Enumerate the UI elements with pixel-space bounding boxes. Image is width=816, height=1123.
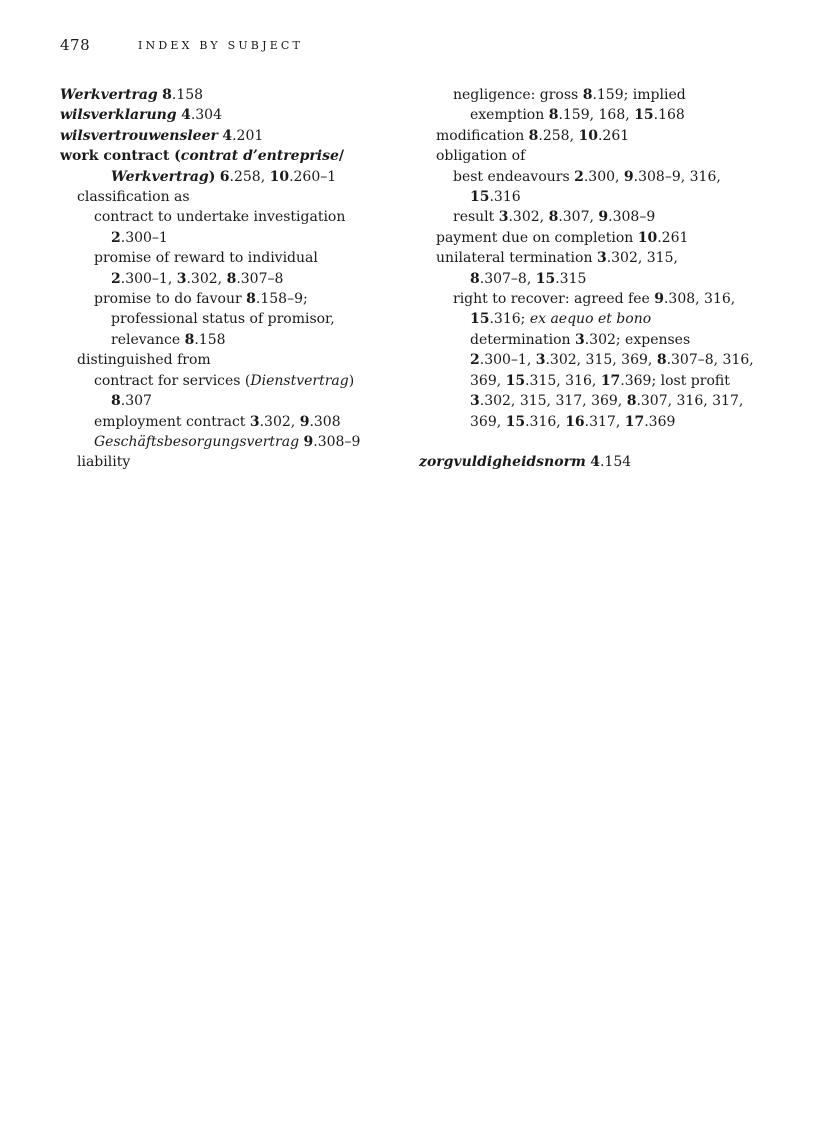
index-entry-work-contract-cont: Werkvertrag) 6.258, 10.260–1 [111,168,337,185]
page-number: 478 [60,36,91,54]
subentry-obligation: obligation of [436,148,526,165]
subentry-expenses-refs-2: 369, 15.315, 316, 17.369; lost profit [470,372,730,389]
subentry-right-recover: right to recover: agreed fee 9.308, 316, [453,291,736,308]
subentry-relevance: relevance 8.158 [111,331,226,348]
subentry-best-endeavours: best endeavours 2.300, 9.308–9, 316, [453,168,721,185]
index-entry-work-contract: work contract (contrat d’entreprise/ [60,148,344,165]
subentry-promise-reward: promise of reward to individual [94,250,318,267]
subentry-classification: classification as [77,189,190,206]
subentry-distinguished: distinguished from [77,352,211,369]
section-gap [419,432,779,452]
subentry-unilateral: unilateral termination 3.302, 315, [436,250,678,267]
subentry-expenses-refs: 2.300–1, 3.302, 315, 369, 8.307–8, 316, [470,352,754,369]
index-entry-werkvertrag: Werkvertrag 8.158 [60,87,204,103]
index-entry-zorgvuldigheidsnorm: zorgvuldigheidsnorm 4.154 [419,454,632,471]
subentry-exemption: exemption 8.159, 168, 15.168 [470,107,685,124]
subentry-liability: liability [77,454,131,471]
running-title: INDEX BY SUBJECT [138,39,304,52]
subentry-promise-reward-refs: 2.300–1, 3.302, 8.307–8 [111,270,284,287]
subentry-contract-services: contract for services (Dienstvertrag) [94,372,355,389]
subentry-determination: determination 3.302; expenses [470,331,691,348]
index-column-right [419,85,779,473]
subentry-professional-status: professional status of promisor, [111,311,335,328]
subentry-contract-services-refs: 8.307 [111,393,152,410]
page-header [60,36,304,54]
subentry-best-endeavours-refs: 15.316 [470,189,521,206]
subentry-investigation: contract to undertake investigation [94,209,346,226]
index-entry-wilsverklarung: wilsverklarung 4.304 [60,107,222,124]
subentry-payment: payment due on completion 10.261 [436,229,689,246]
index-entry-wilsvertrouwensleer: wilsvertrouwensleer 4.201 [60,127,264,144]
subentry-investigation-refs: 2.300–1 [111,229,168,246]
subentry-gbv: Geschäftsbesorgungsvertrag 9.308–9 [94,433,361,450]
subentry-unilateral-refs: 8.307–8, 15.315 [470,270,587,287]
subentry-lost-profit-refs: 3.302, 315, 317, 369, 8.307, 316, 317, [470,393,744,410]
subentry-negligence: negligence: gross 8.159; implied [453,87,686,103]
subentry-lost-profit-refs-2: 369, 15.316, 16.317, 17.369 [470,413,676,430]
subentry-employment: employment contract 3.302, 9.308 [94,413,341,430]
subentry-promise-favour: promise to do favour 8.158–9; [94,291,308,308]
index-column-left [60,85,390,473]
subentry-right-recover-refs: 15.316; ex aequo et bono [470,311,652,328]
subentry-result: result 3.302, 8.307, 9.308–9 [453,209,656,226]
subentry-modification: modification 8.258, 10.261 [436,127,630,144]
